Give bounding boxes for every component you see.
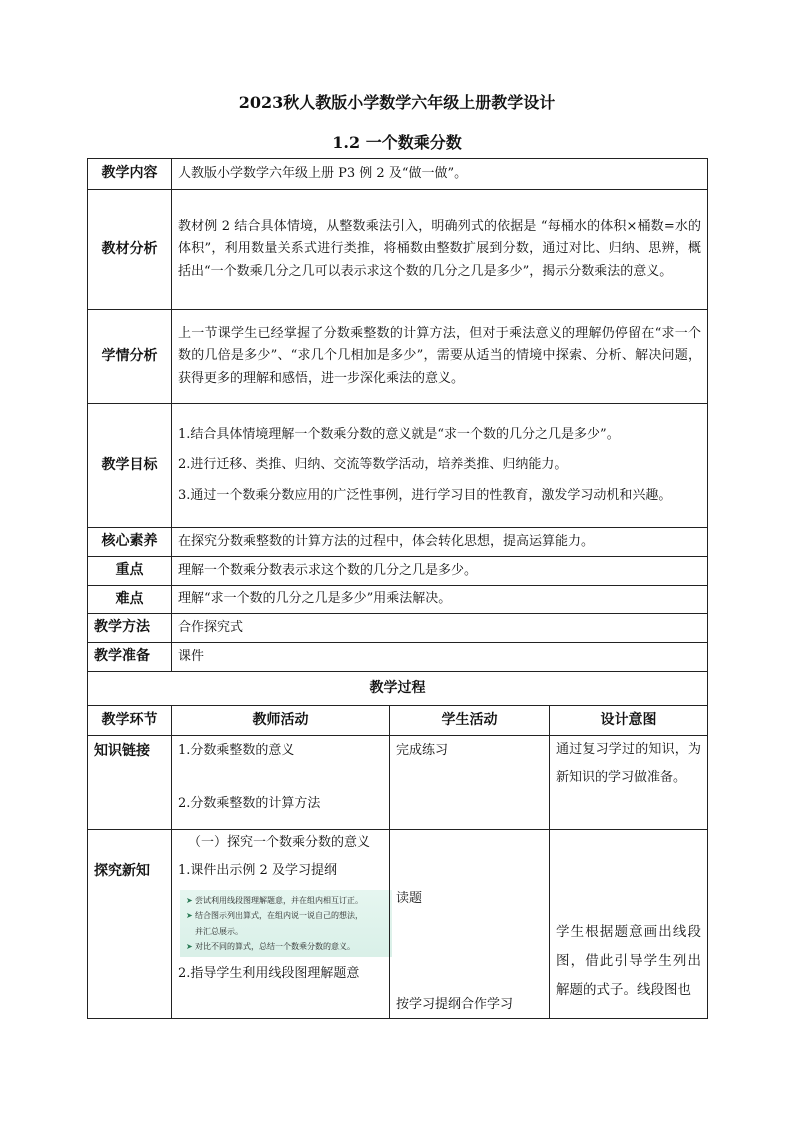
label-key: 重点 [88, 556, 172, 585]
row-method [88, 614, 708, 643]
goals-list [172, 404, 708, 528]
document-title: 2023秋人教版小学数学六年级上册教学设计 [238, 93, 556, 112]
column-header-intent: 设计意图 [550, 705, 708, 735]
outline-item: 对比不同的算式，总结一个数乘分数的意义。 [195, 941, 355, 951]
row-explore [88, 829, 708, 1018]
stage-knowledge-link: 知识链接 [88, 735, 172, 829]
stage-explore: 探究新知 [88, 829, 172, 1018]
student-item: 按学习提纲合作学习 [396, 997, 514, 1013]
document-subtitle: 1.2 一个数乘分数 [332, 133, 462, 152]
label-difficult: 难点 [88, 585, 172, 614]
column-header-student: 学生活动 [390, 705, 550, 735]
student-item: 读题 [396, 890, 423, 906]
label-method: 教学方法 [88, 614, 172, 643]
text-method: 合作探究式 [172, 614, 708, 643]
row-prep [88, 643, 708, 672]
teacher-item: （一）探究一个数乘分数的意义 [188, 834, 371, 850]
text-difficult: 理解“求一个数的几分之几是多少”用乘法解决。 [172, 585, 708, 614]
row-literacy [88, 528, 708, 557]
row-goals [88, 404, 708, 528]
label-prep: 教学准备 [88, 643, 172, 672]
process-heading: 教学过程 [88, 671, 708, 705]
student-explore [390, 829, 550, 1018]
text-prep: 课件 [172, 643, 708, 672]
intent-explore: 学生根据题意画出线段图，借此引导学生列出解题的式子。线段图也 [550, 829, 708, 1018]
text-key: 理解一个数乘分数表示求这个数的几分之几是多少。 [172, 556, 708, 585]
row-students [88, 310, 708, 404]
goal-item: 1.结合具体情境理解一个数乘分数的意义就是“求一个数的几分之几是多少”。 [178, 426, 620, 442]
label-analysis: 教材分析 [88, 190, 172, 310]
column-header-stage: 教学环节 [88, 705, 172, 735]
row-key [88, 556, 708, 585]
teacher-knowledge-link [172, 735, 390, 829]
row-process-heading [88, 671, 708, 705]
goal-item: 2.进行迁移、类推、归纳、交流等数学活动，培养类推、归纳能力。 [178, 457, 568, 473]
arrow-bullet-icon: ➤ [186, 941, 193, 951]
text-content: 人教版小学数学六年级上册 P3 例 2 及“做一做”。 [172, 159, 708, 190]
label-goals: 教学目标 [88, 404, 172, 528]
text-students: 上一节课学生已经掌握了分数乘整数的计算方法，但对于乘法意义的理解仍停留在“求一个数的几倍是多少”、“求几个几相加是多少”，需要从适当的情境中探索、分析、解决问题，获得更多的理解和感悟，进一步深化乘法的意义。 [172, 310, 708, 404]
text-analysis: 教材例 2 结合具体情境，从整数乘法引入，明确列式的依据是 “每桶水的体积×桶数=水的体积”，利用数量关系式进行类推，将桶数由整数扩展到分数，通过对比、归纳、思辨，概括出“一个数乘几分之几可以表示求这个数的几分之几是多少”，揭示分数乘法的意义。 [172, 190, 708, 310]
teacher-item: 2.指导学生利用线段图理解题意 [178, 965, 360, 981]
teacher-item: 1.分数乘整数的意义 [178, 742, 295, 758]
outline-item: 结合图示列出算式，在组内说一说自己的想法， [195, 911, 363, 921]
row-process-columns [88, 705, 708, 735]
row-analysis [88, 190, 708, 310]
teacher-item: 2.分数乘整数的计算方法 [178, 796, 321, 812]
label-literacy: 核心素养 [88, 528, 172, 557]
outline-item: 并汇总展示。 [195, 926, 243, 936]
outline-item: 尝试利用线段图理解题意，并在组内相互订正。 [195, 896, 363, 906]
study-outline-image [180, 890, 392, 957]
arrow-bullet-icon: ➤ [186, 911, 193, 921]
student-knowledge-link: 完成练习 [390, 735, 550, 829]
text-literacy: 在探究分数乘整数的计算方法的过程中，体会转化思想，提高运算能力。 [172, 528, 708, 557]
label-content: 教学内容 [88, 159, 172, 190]
row-difficult [88, 585, 708, 614]
teacher-item: 1.课件出示例 2 及学习提纲 [178, 863, 337, 879]
column-header-teacher: 教师活动 [172, 705, 390, 735]
goal-item: 3.通过一个数乘分数应用的广泛性事例，进行学习目的性教育，激发学习动机和兴趣。 [178, 487, 672, 503]
row-content [88, 159, 708, 190]
intent-knowledge-link: 通过复习学过的知识，为新知识的学习做准备。 [550, 735, 708, 829]
arrow-bullet-icon: ➤ [186, 896, 193, 906]
lesson-plan-table [87, 158, 708, 1019]
teacher-explore [172, 829, 390, 1018]
label-students: 学情分析 [88, 310, 172, 404]
row-knowledge-link [88, 735, 708, 829]
